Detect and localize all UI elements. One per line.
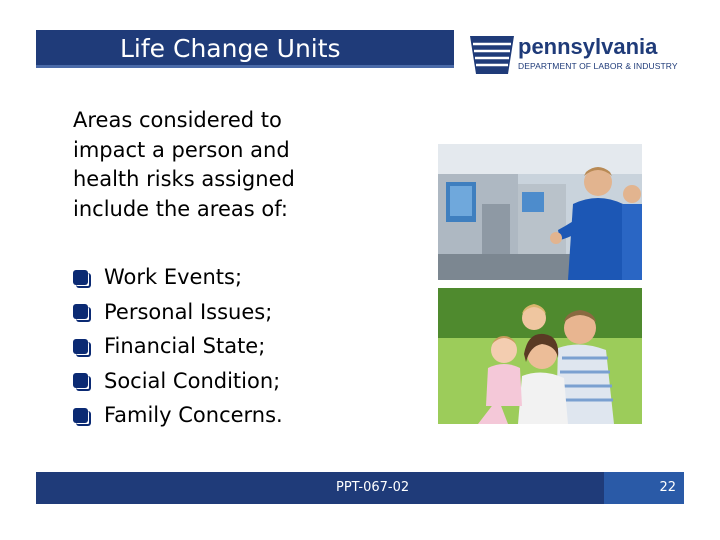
list-item xyxy=(73,295,283,330)
footer-bar xyxy=(36,472,684,504)
intro-line: impact a person and xyxy=(73,137,290,162)
intro-line: health risks assigned xyxy=(73,167,295,191)
bullet-list xyxy=(73,260,283,433)
factory-worker-photo xyxy=(438,144,642,280)
bullet-text: Financial State; xyxy=(104,334,266,359)
page-number: 22 xyxy=(659,480,676,495)
square-bullet-icon xyxy=(73,339,88,354)
square-bullet-icon xyxy=(73,408,88,423)
logo-subtitle: DEPARTMENT OF LABOR & INDUSTRY xyxy=(518,61,678,71)
bullet-text: Family Concerns. xyxy=(104,403,283,428)
bullet-text: Personal Issues; xyxy=(104,299,273,324)
slide-title: Life Change Units xyxy=(120,34,341,63)
family-photo xyxy=(438,288,642,424)
bullet-text: Work Events; xyxy=(104,265,243,290)
logo-wordmark: pennsylvania xyxy=(518,34,658,59)
intro-paragraph xyxy=(73,106,363,224)
intro-line: include the areas of: xyxy=(73,196,288,221)
document-code: PPT-067-02 xyxy=(336,480,410,495)
list-item xyxy=(73,329,283,364)
intro-line: Areas considered to xyxy=(73,108,282,132)
keystone-icon xyxy=(468,30,516,78)
pa-logo xyxy=(468,30,693,78)
page-number-box xyxy=(604,472,684,504)
square-bullet-icon xyxy=(73,373,88,388)
bullet-text: Social Condition; xyxy=(104,368,281,393)
list-item xyxy=(73,364,283,399)
title-bar xyxy=(36,30,454,68)
list-item xyxy=(73,260,283,295)
square-bullet-icon xyxy=(73,270,88,285)
square-bullet-icon xyxy=(73,304,88,319)
list-item xyxy=(73,398,283,433)
